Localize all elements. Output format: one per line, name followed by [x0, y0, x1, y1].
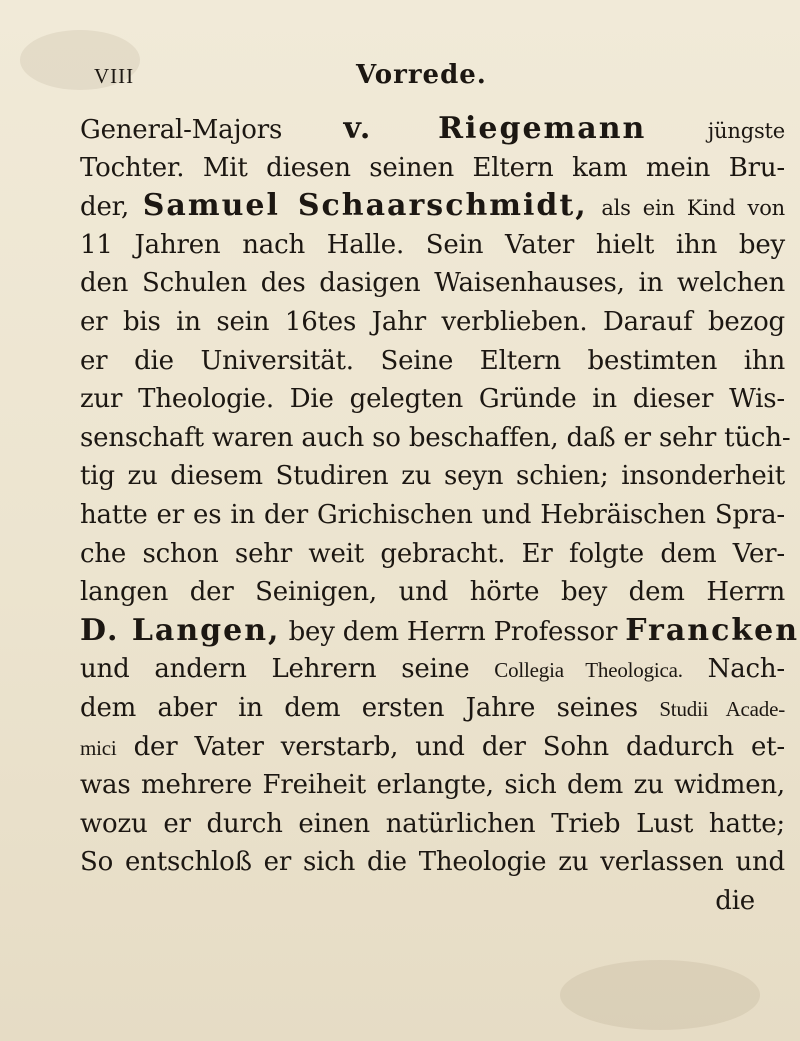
text-segment: v. Riegemann	[343, 111, 647, 146]
text-line	[80, 612, 800, 651]
text-segment: langen der Seinigen, und hörte bey dem Herrn	[80, 577, 785, 608]
text-segment: Studii Acade-	[659, 696, 785, 721]
text-segment: D. Langen,	[80, 612, 281, 648]
text-segment: wozu er durch einen natürlichen Trieb Lust hatte;	[80, 808, 785, 839]
text-segment: 11 Jahren nach Halle. Sein Vater hielt ihn bey	[80, 229, 785, 260]
text-line	[80, 766, 785, 805]
text-segment: tig zu diesem Studiren zu seyn schien; insonderheit	[80, 461, 785, 492]
text-segment	[646, 115, 707, 145]
paper-stain	[560, 960, 760, 1030]
text-segment: der Vater verstarb, und der Sohn dadurch et-	[116, 731, 785, 762]
text-segment: Nach-	[682, 654, 785, 685]
text-segment: den Schulen des dasigen Waisenhauses, in welchen	[80, 268, 785, 299]
text-segment-small: als ein Kind von	[601, 196, 785, 221]
text-line	[80, 728, 785, 767]
text-line	[80, 805, 785, 844]
text-segment: und andern Lehrern seine	[80, 654, 495, 685]
text-segment: was mehrere Freiheit erlangte, sich dem zu widmen,	[80, 770, 785, 801]
text-line	[80, 110, 785, 149]
text-line	[80, 689, 785, 728]
text-line	[80, 843, 785, 882]
text-line	[80, 650, 785, 689]
body-text	[80, 110, 800, 920]
catchword: die	[715, 885, 755, 916]
text-segment	[588, 192, 602, 222]
running-head: Vorrede.	[356, 60, 487, 90]
text-line	[80, 303, 785, 342]
text-segment: General-Majors	[80, 115, 344, 145]
text-line	[80, 573, 785, 612]
text-segment: er die Universität. Seine Eltern bestimten ihn	[80, 345, 785, 376]
page-header	[94, 58, 774, 98]
text-line	[80, 496, 785, 535]
text-line	[80, 419, 791, 458]
text-segment-small: jüngste	[707, 119, 785, 143]
text-line	[80, 226, 785, 265]
text-segment: So entschloß er sich die Theologie zu verlassen und	[80, 847, 785, 878]
text-line	[80, 380, 785, 419]
text-line	[80, 535, 785, 574]
text-segment: er bis in sein 16tes Jahr verblieben. Darauf bezog	[80, 306, 785, 337]
text-segment: dem aber in dem ersten Jahre seines	[80, 692, 660, 723]
text-segment: Francken	[625, 612, 800, 648]
text-line	[80, 149, 785, 188]
text-segment: mici	[80, 735, 117, 760]
text-line	[80, 457, 785, 496]
text-line	[80, 264, 785, 303]
text-segment: hatte er es in der Grichischen und Hebräischen Spra-	[80, 499, 785, 530]
text-segment: Collegia Theologica.	[494, 658, 683, 683]
text-segment: senschaft waren auch so beschaffen, daß er sehr tüch-	[80, 422, 791, 453]
text-line	[80, 187, 785, 226]
text-segment: che schon sehr weit gebracht. Er folgte dem Ver-	[80, 538, 785, 569]
text-segment: Tochter. Mit diesen seinen Eltern kam mein Bru-	[80, 152, 785, 183]
text-segment: der,	[80, 192, 143, 223]
text-segment: Samuel Schaarschmidt,	[142, 188, 588, 224]
text-segment: bey dem Herrn Professor	[280, 616, 626, 647]
page-number: VIII	[94, 64, 135, 88]
text-line	[80, 342, 785, 381]
text-segment: zur Theologie. Die gelegten Gründe in dieser Wis-	[80, 384, 785, 415]
